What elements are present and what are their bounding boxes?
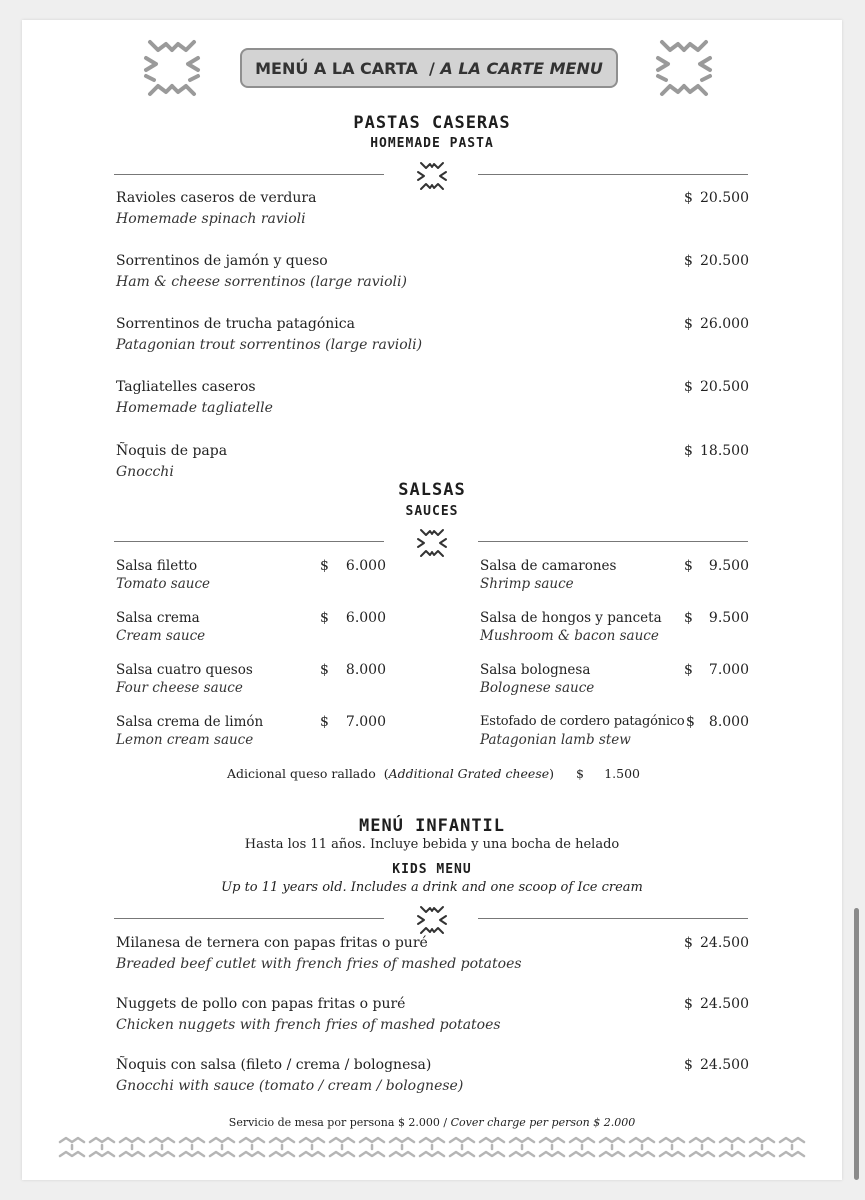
pasta-item-name: Sorrentinos de jamón y queso: [116, 253, 328, 269]
header-title-es: MENÚ A LA CARTA /: [255, 58, 441, 78]
sauce-currency: $: [320, 558, 329, 574]
sauce-name: Salsa cuatro quesos: [116, 662, 253, 678]
pasta-item-desc: Homemade spinach ravioli: [116, 211, 306, 227]
pasta-item-name: Ravioles caseros de verdura: [116, 190, 317, 206]
kids-item-currency: $: [684, 935, 693, 951]
sauce-price: 6.000: [345, 558, 386, 574]
menu-page: [22, 20, 842, 1180]
pasta-item-price: 20.500: [700, 379, 749, 395]
ornament-top-right-icon: [652, 36, 716, 100]
cover-charge-note: [22, 1116, 842, 1129]
sauce-price: 8.000: [345, 662, 386, 678]
sauce-name: Salsa bolognesa: [480, 662, 591, 678]
ornament-pastas-icon: [416, 160, 448, 192]
sauce-currency: $: [320, 610, 329, 626]
kids-item-name: Milanesa de ternera con papas fritas o puré: [116, 935, 428, 951]
pasta-item-price: 26.000: [700, 316, 749, 332]
sauce-desc: Shrimp sauce: [480, 576, 574, 592]
header-title-en: A LA CARTE MENU: [440, 58, 603, 78]
sauce-price: 9.500: [708, 610, 749, 626]
decorative-border-icon: [58, 1134, 808, 1164]
sauce-currency: $: [320, 714, 329, 730]
sauce-price: 8.000: [708, 714, 749, 730]
extra-cheese-close: ): [549, 766, 555, 781]
pasta-item-name: Sorrentinos de trucha patagónica: [116, 316, 355, 332]
sauce-name: Salsa de hongos y panceta: [480, 610, 662, 626]
divider-left: [114, 918, 384, 919]
pasta-item-price: 18.500: [700, 443, 749, 459]
kids-item-desc: Gnocchi with sauce (tomato / cream / bolognese): [116, 1078, 464, 1094]
divider-left: [114, 174, 384, 175]
sauce-desc: Four cheese sauce: [116, 680, 243, 696]
sauce-currency: $: [686, 714, 695, 730]
sauce-name: Salsa filetto: [116, 558, 198, 574]
divider-right: [478, 541, 748, 542]
kids-item-currency: $: [684, 996, 693, 1012]
salsas-title: SALSAS: [398, 480, 466, 500]
cover-charge-en: Cover charge per person $ 2.000: [450, 1116, 636, 1129]
kids-item-desc: Chicken nuggets with french fries of mashed potatoes: [116, 1017, 501, 1033]
pasta-item-desc: Homemade tagliatelle: [116, 400, 273, 416]
scrollbar-thumb[interactable]: [854, 908, 859, 1180]
extra-cheese-price: 1.500: [604, 766, 640, 781]
extra-cheese-es: Adicional queso rallado (: [227, 766, 389, 781]
menu-header: [240, 48, 618, 88]
kids-desc-es: Hasta los 11 años. Incluye bebida y una bocha de helado: [244, 837, 620, 852]
sauce-desc: Cream sauce: [116, 628, 206, 644]
pastas-title: PASTAS CASERAS: [353, 113, 511, 133]
kids-item-desc: Breaded beef cutlet with french fries of mashed potatoes: [116, 956, 522, 972]
kids-item-name: Nuggets de pollo con papas fritas o puré: [116, 996, 406, 1012]
sauce-desc: Tomato sauce: [116, 576, 210, 592]
kids-item-price: 24.500: [700, 1057, 749, 1073]
pasta-item-desc: Gnocchi: [116, 464, 174, 480]
ornament-top-left-icon: [140, 36, 204, 100]
extra-cheese-line: [227, 766, 554, 781]
pasta-item-currency: $: [684, 190, 693, 206]
sauce-currency: $: [684, 558, 693, 574]
pasta-item-currency: $: [684, 443, 693, 459]
pasta-item-price: 20.500: [700, 190, 749, 206]
pasta-item-currency: $: [684, 253, 693, 269]
sauce-desc: Bolognese sauce: [480, 680, 595, 696]
sauce-name: Estofado de cordero patagónico: [480, 714, 685, 729]
sauce-name: Salsa de camarones: [480, 558, 617, 574]
pasta-item-price: 20.500: [700, 253, 749, 269]
divider-right: [478, 174, 748, 175]
extra-cheese-currency: $: [576, 766, 584, 781]
pasta-item-currency: $: [684, 316, 693, 332]
pasta-item-currency: $: [684, 379, 693, 395]
ornament-kids-icon: [416, 904, 448, 936]
sauce-desc: Patagonian lamb stew: [480, 732, 631, 748]
sauce-price: 7.000: [345, 714, 386, 730]
sauce-name: Salsa crema de limón: [116, 714, 264, 730]
divider-left: [114, 541, 384, 542]
kids-item-price: 24.500: [700, 935, 749, 951]
sauce-desc: Mushroom & bacon sauce: [480, 628, 659, 644]
divider-right: [478, 918, 748, 919]
kids-item-currency: $: [684, 1057, 693, 1073]
pasta-item-desc: Ham & cheese sorrentinos (large ravioli): [116, 274, 407, 290]
sauce-currency: $: [684, 610, 693, 626]
ornament-salsas-icon: [416, 527, 448, 559]
kids-desc-en: Up to 11 years old. Includes a drink and one scoop of Ice cream: [221, 880, 643, 895]
pasta-item-name: Ñoquis de papa: [116, 443, 228, 459]
sauce-desc: Lemon cream sauce: [116, 732, 254, 748]
kids-item-name: Ñoquis con salsa (fileto / crema / bolognesa): [116, 1057, 432, 1073]
sauce-price: 9.500: [708, 558, 749, 574]
cover-charge-es: Servicio de mesa por persona $ 2.000 /: [228, 1116, 451, 1129]
kids-subtitle: KIDS MENU: [392, 862, 472, 877]
pasta-item-desc: Patagonian trout sorrentinos (large ravioli): [116, 337, 423, 353]
kids-item-price: 24.500: [700, 996, 749, 1012]
sauce-price: 6.000: [345, 610, 386, 626]
sauce-name: Salsa crema: [116, 610, 200, 626]
salsas-subtitle: SAUCES: [405, 504, 459, 519]
pastas-subtitle: HOMEMADE PASTA: [370, 136, 494, 151]
sauce-currency: $: [684, 662, 693, 678]
sauce-price: 7.000: [708, 662, 749, 678]
kids-title: MENÚ INFANTIL: [358, 816, 506, 836]
sauce-currency: $: [320, 662, 329, 678]
extra-cheese-en: Additional Grated cheese: [388, 766, 550, 781]
pasta-item-name: Tagliatelles caseros: [116, 379, 256, 395]
